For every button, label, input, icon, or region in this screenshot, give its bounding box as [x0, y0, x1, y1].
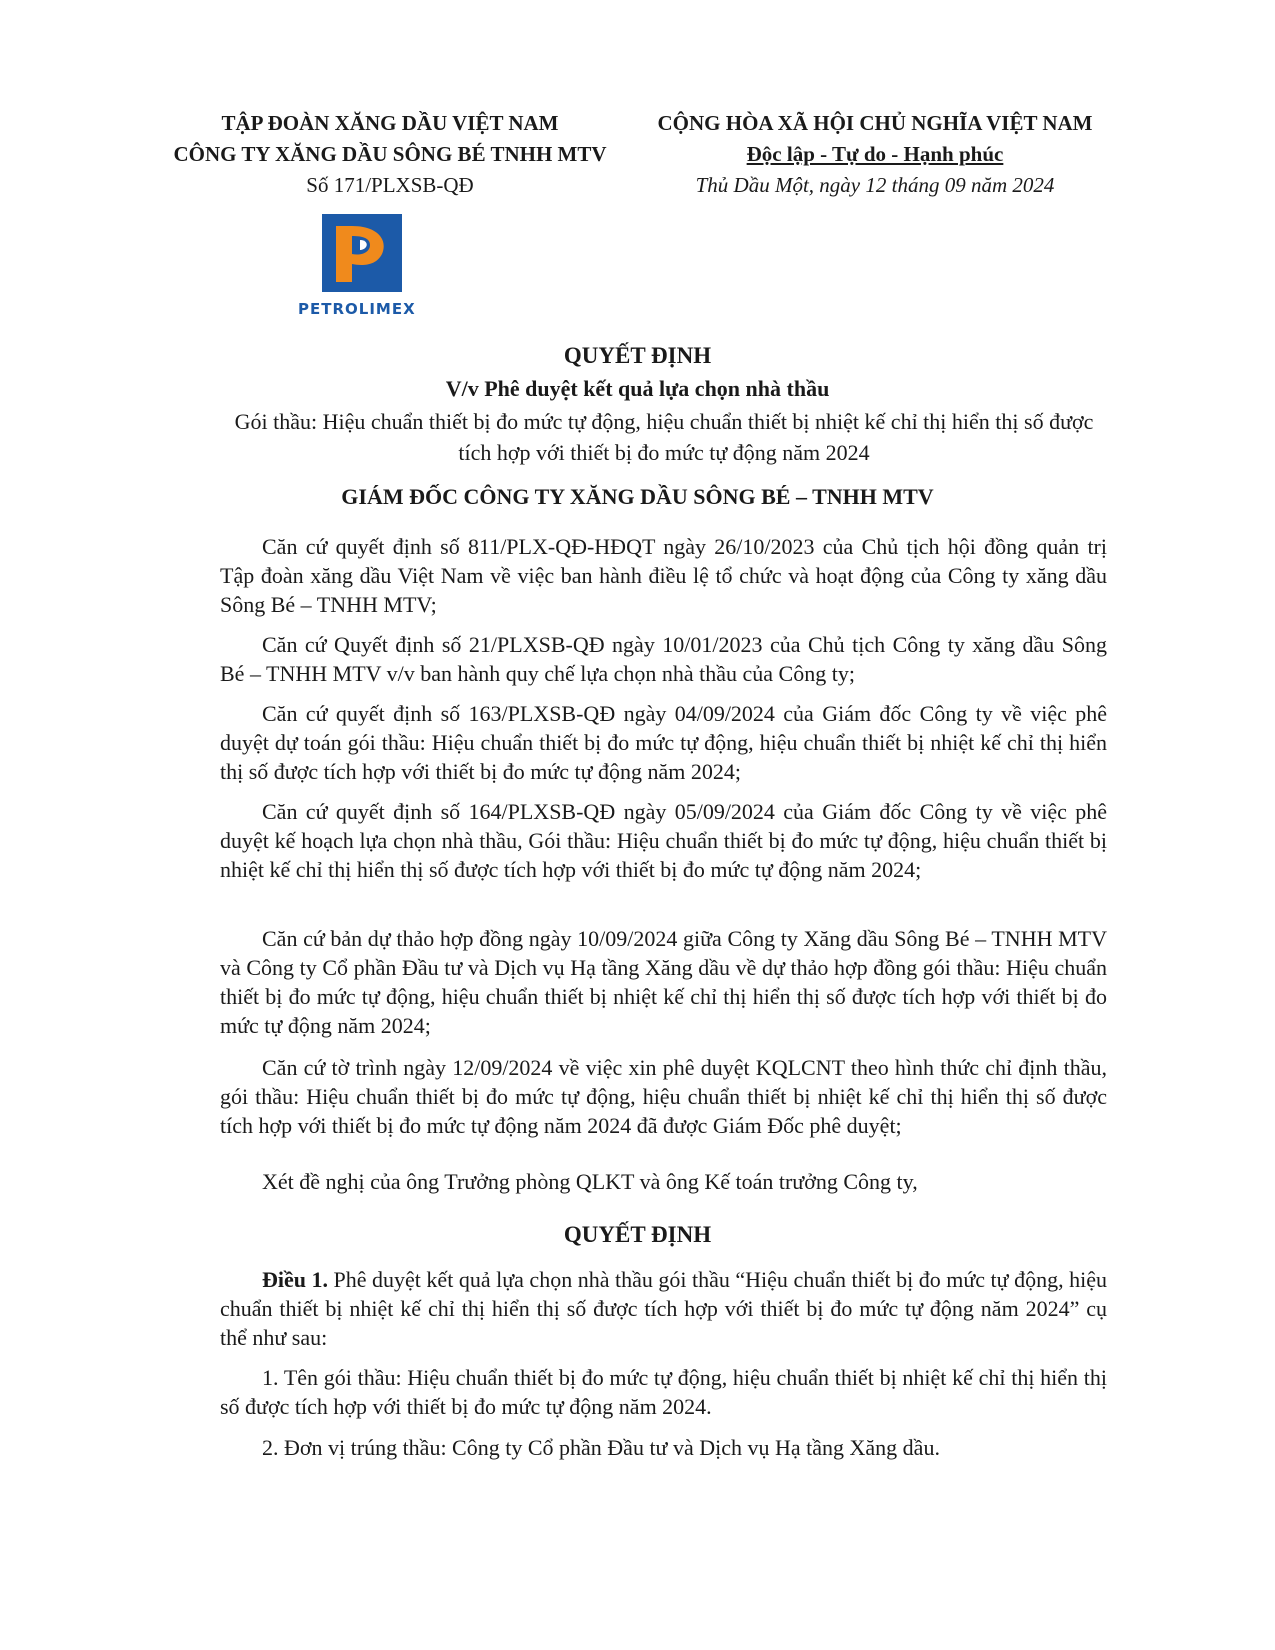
director-title: GIÁM ĐỐC CÔNG TY XĂNG DẦU SÔNG BÉ – TNHH MTV — [341, 484, 934, 509]
logo-wordmark: PETROLIMEX — [298, 300, 416, 318]
article-1-item-2: 2. Đơn vị trúng thầu: Công ty Cổ phần Đầu tư và Dịch vụ Hạ tầng Xăng dầu. — [262, 1435, 940, 1460]
decision-heading: QUYẾT ĐỊNH — [563, 1222, 712, 1247]
decision-title: QUYẾT ĐỊNH — [563, 343, 712, 368]
issuer-block — [150, 108, 630, 201]
proposal-paragraph: Xét đề nghị của ông Trưởng phòng QLKT và ông Kế toán trưởng Công ty, — [262, 1169, 918, 1194]
package-title: Gói thầu: Hiệu chuẩn thiết bị đo mức tự động, hiệu chuẩn thiết bị nhiệt kế chỉ thị hiển thị số được tích hợp với thiết bị đo mức tự động năm 2024 — [234, 409, 1094, 465]
national-motto-block — [635, 108, 1115, 201]
article-1 — [220, 1265, 1107, 1352]
petrolimex-logo-icon — [298, 214, 446, 324]
article-1-item-1: 1. Tên gói thầu: Hiệu chuẩn thiết bị đo mức tự động, hiệu chuẩn thiết bị nhiệt kế chỉ thị hiển thị số được tích hợp với thiết bị đo mức tự động năm 2024. — [220, 1365, 1107, 1419]
basis-paragraph-2: Căn cứ Quyết định số 21/PLXSB-QĐ ngày 10/01/2023 của Chủ tịch Công ty xăng dầu Sông Bé – TNHH MTV v/v ban hành quy chế lựa chọn nhà thầu của Công ty; — [220, 632, 1107, 686]
basis-paragraph-3: Căn cứ quyết định số 163/PLXSB-QĐ ngày 04/09/2024 của Giám đốc Công ty về việc phê duyệt dự toán gói thầu: Hiệu chuẩn thiết bị đo mức tự động, hiệu chuẩn thiết bị nhiệt kế chỉ thị hiển thị số được tích hợp với thiết bị đo mức tự động năm 2024; — [220, 701, 1107, 784]
basis-paragraph-6: Căn cứ tờ trình ngày 12/09/2024 về việc xin phê duyệt KQLCNT theo hình thức chỉ định thầu, gói thầu: Hiệu chuẩn thiết bị đo mức tự động, hiệu chuẩn thiết bị nhiệt kế chỉ thị hiển thị số được tích hợp với thiết bị đo mức tự động năm 2024 đã được Giám Đốc phê duyệt; — [220, 1055, 1107, 1138]
parent-org: TẬP ĐOÀN XĂNG DẦU VIỆT NAM — [221, 111, 559, 135]
company-name: CÔNG TY XĂNG DẦU SÔNG BÉ TNHH MTV — [173, 142, 607, 166]
article-1-text: Phê duyệt kết quả lựa chọn nhà thầu gói thầu “Hiệu chuẩn thiết bị đo mức tự động, hiệu chuẩn thiết bị nhiệt kế chỉ thị hiển thị số được tích hợp với thiết bị đo mức tự động năm 2024” cụ thể như sau: — [220, 1267, 1107, 1350]
place-date: Thủ Dầu Một, ngày 12 tháng 09 năm 2024 — [695, 173, 1055, 197]
petrolimex-logo — [298, 214, 446, 324]
basis-paragraph-4: Căn cứ quyết định số 164/PLXSB-QĐ ngày 05/09/2024 của Giám đốc Công ty về việc phê duyệt kế hoạch lựa chọn nhà thầu, Gói thầu: Hiệu chuẩn thiết bị đo mức tự động, hiệu chuẩn thiết bị nhiệt kế chỉ thị hiển thị số được tích hợp với thiết bị đo mức tự động năm 2024; — [220, 799, 1107, 882]
basis-paragraph-5: Căn cứ bản dự thảo hợp đồng ngày 10/09/2024 giữa Công ty Xăng dầu Sông Bé – TNHH MTV và Công ty Cổ phần Đầu tư và Dịch vụ Hạ tầng Xăng dầu về dự thảo hợp đồng gói thầu: Hiệu chuẩn thiết bị đo mức tự động, hiệu chuẩn thiết bị nhiệt kế chỉ thị hiển thị số được tích hợp với thiết bị đo mức tự động năm 2024; — [220, 926, 1107, 1038]
motto: Độc lập - Tự do - Hạnh phúc — [746, 142, 1004, 166]
document-number: Số 171/PLXSB-QĐ — [306, 173, 474, 197]
article-1-label: Điều 1. — [262, 1267, 329, 1292]
country-name: CỘNG HÒA XÃ HỘI CHỦ NGHĨA VIỆT NAM — [657, 111, 1093, 135]
basis-paragraph-1: Căn cứ quyết định số 811/PLX-QĐ-HĐQT ngày 26/10/2023 của Chủ tịch hội đồng quản trị Tập đoàn xăng dầu Việt Nam về việc ban hành điều lệ tổ chức và hoạt động của Công ty xăng dầu Sông Bé – TNHH MTV; — [220, 534, 1107, 617]
decision-subject: V/v Phê duyệt kết quả lựa chọn nhà thầu — [445, 376, 830, 401]
